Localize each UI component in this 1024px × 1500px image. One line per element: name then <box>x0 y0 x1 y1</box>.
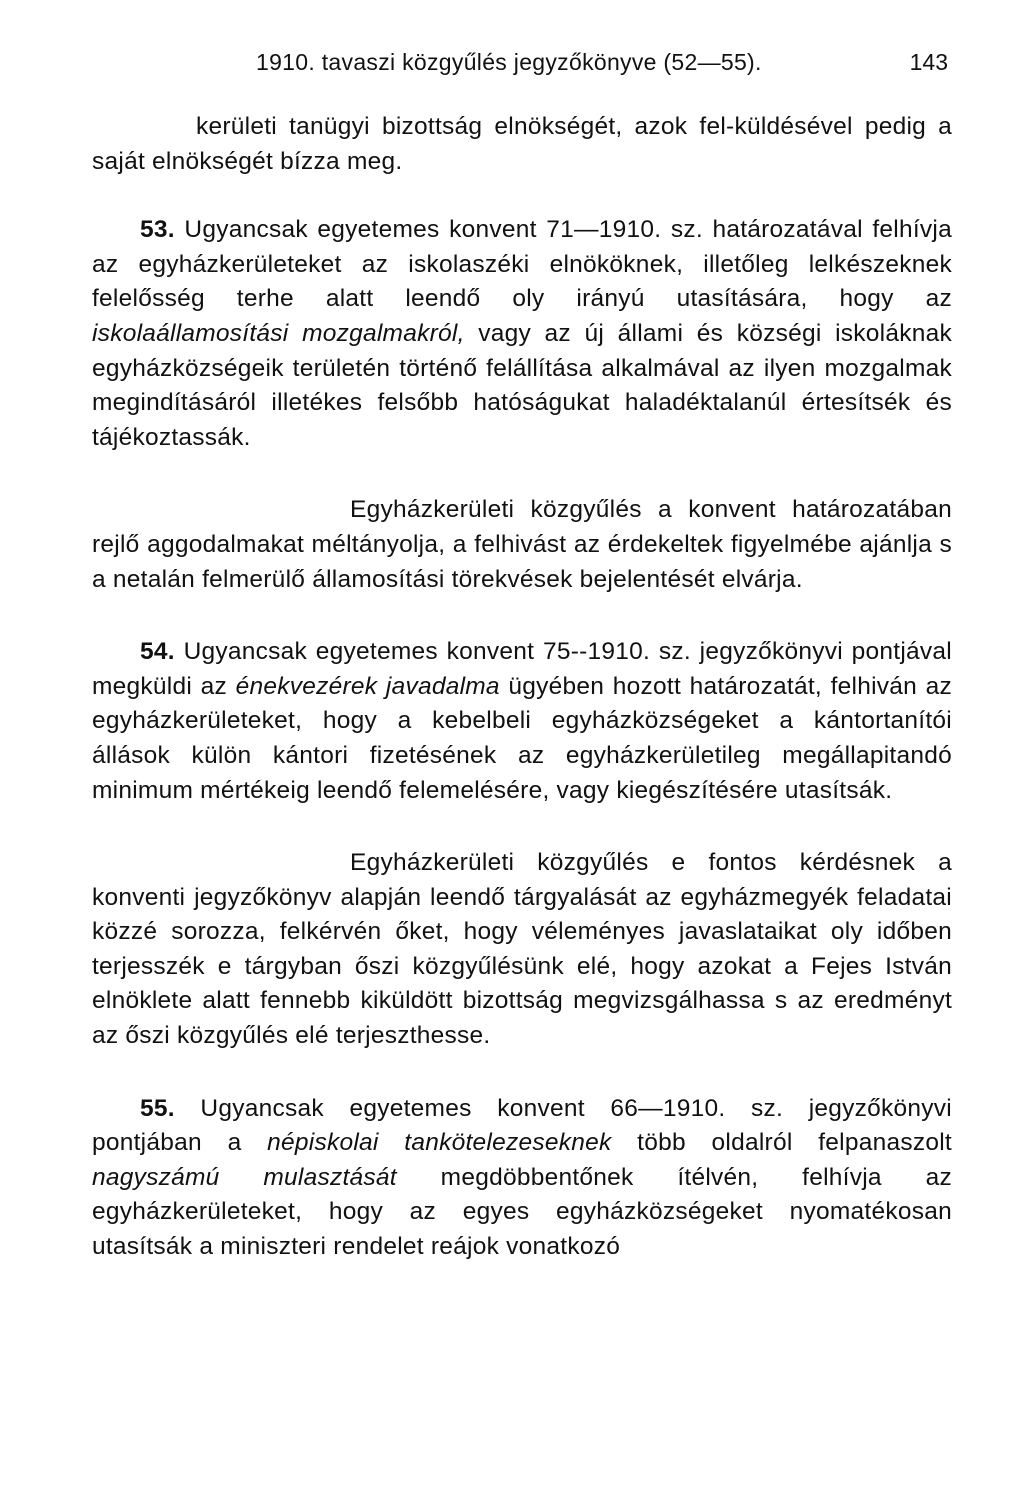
paragraph-item-53 <box>92 213 952 455</box>
body-text <box>92 110 952 1265</box>
resolution-item-54 <box>92 846 952 1054</box>
paragraph-item-54 <box>92 635 952 808</box>
paragraph-text: megdöbbentőnek ítélvén, felhívja az egyházkerületeket, hogy az egyes egyházközségeket nyomatékosan utasítsák a miniszteri rendelet reájok vonatkozó <box>92 1163 952 1261</box>
running-head-title: 1910. tavaszi közgyűlés jegyzőkönyve (52—55). <box>256 49 762 75</box>
emphasized-text: énekvezérek javadalma <box>235 672 500 700</box>
paragraph-text: Egyházkerületi közgyűlés a konvent határozatában rejlő aggodalmakat méltányolja, a felhivást az érdekeltek figyelmébe ajánlja s a netalán felmerülő államosítási törekvések bejelentését elvárja. <box>92 496 952 593</box>
paragraph-item-55 <box>92 1092 952 1265</box>
paragraph-text: kerületi tanügyi bizottság elnökségét, azok fel-küldésével pedig a saját elnökségét bízza meg. <box>92 113 952 175</box>
paragraph-text: Ugyancsak egyetemes konvent 75--1910. sz. jegyzőkönyvi pontjával megküldi az <box>92 638 952 700</box>
paragraph-continuation <box>92 110 952 179</box>
page-number: 143 <box>909 49 948 75</box>
paragraph-text: Ugyancsak egyetemes konvent 71—1910. sz. határozatával felhívja az egyházkerületeket az iskolaszéki elnököknek, illetőleg lelkészeknek felelősség terhe alatt leendő oly irányú utasítására, hogy az <box>92 216 952 313</box>
running-head <box>256 44 948 80</box>
item-number: 54. <box>140 638 175 666</box>
resolution-item-53 <box>92 493 952 597</box>
emphasized-text: iskolaállamosítási mozgalmakról, <box>92 319 465 347</box>
paragraph-text: Ugyancsak egyetemes konvent 66—1910. sz. jegyzőkönyvi pontjában a <box>92 1094 952 1157</box>
item-number: 53. <box>140 216 175 244</box>
item-number: 55. <box>140 1094 175 1122</box>
paragraph-text: Egyházkerületi közgyűlés e fontos kérdésnek a konventi jegyzőkönyv alapján leendő tárgyalását az egyházmegyék feladatai közzé sorozza, felkérvén őket, hogy véleményes javaslataikat oly időben terjesszék e tárgyban őszi közgyűlésünk elé, hogy azokat a Fejes István elnöklete alatt fennebb kiküldött bizottság megvizsgálhassa s az eredményt az őszi közgyűlés elé terjeszthesse. <box>92 849 952 1050</box>
paragraph-text: vagy az új állami és községi iskoláknak egyházközségeik területén történő felállítása alkalmával az ilyen mozgalmak megindításáról illetékes felsőbb hatóságukat haladéktalanúl értesítsék és tájékoztassák. <box>92 319 952 451</box>
emphasized-text: nagyszámú mulasztását <box>92 1163 397 1191</box>
paragraph-text: ügyében hozott határozatát, felhiván az egyházkerületeket, hogy a kebelbeli egyházközségeket a kántortanítói állások külön kántori fizetésének az egyházkerületileg megállapitandó minimum mértékeig leendő felemelésére, vagy kiegészítésére utasítsák. <box>92 672 952 804</box>
emphasized-text: népiskolai tankötelezeseknek <box>267 1129 612 1157</box>
paragraph-text: több oldalról felpanaszolt <box>611 1129 952 1157</box>
